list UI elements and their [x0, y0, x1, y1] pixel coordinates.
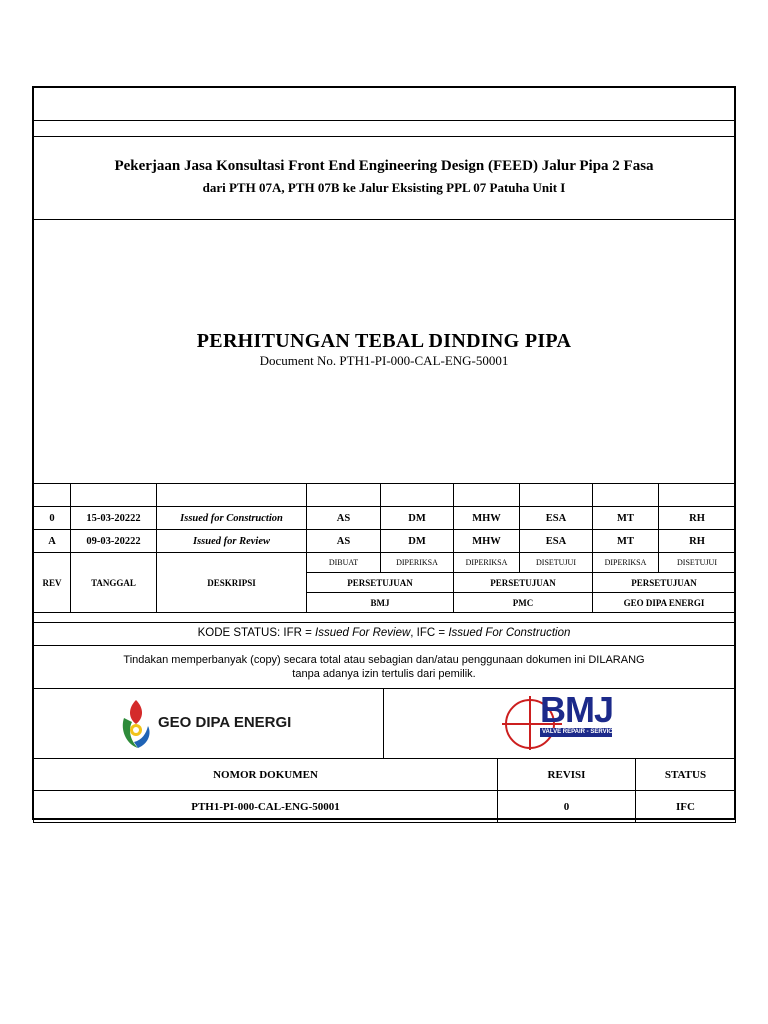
- role-label: DISETUJUI: [659, 553, 736, 573]
- document-title: PERHITUNGAN TEBAL DINDING PIPA: [196, 330, 572, 352]
- approval-party: PMC: [454, 593, 593, 613]
- footer-revision: 0: [498, 791, 636, 823]
- footer-header: STATUS: [636, 759, 736, 791]
- footer-header: REVISI: [498, 759, 636, 791]
- disetujui-cell: ESA: [520, 507, 593, 530]
- role-label: DIPERIKSA: [593, 553, 659, 573]
- revision-row: [34, 507, 736, 530]
- table-cell: [71, 484, 157, 507]
- approval-party: GEO DIPA ENERGI: [593, 593, 736, 613]
- approval-label: PERSETUJUAN: [307, 573, 454, 593]
- diperiksa-cell: DM: [381, 507, 454, 530]
- approval-label: PERSETUJUAN: [454, 573, 593, 593]
- copyright-notice-line-2: tanpa adanya izin tertulis dari pemilik.: [292, 668, 476, 680]
- rev-cell: A: [34, 530, 71, 553]
- table-cell: [520, 484, 593, 507]
- description-cell: Issued for Review: [157, 530, 307, 553]
- revision-row: [34, 530, 736, 553]
- status-code-ifc: Issued For Construction: [448, 627, 571, 639]
- table-cell: [454, 484, 520, 507]
- dibuat-cell: AS: [307, 507, 381, 530]
- section-divider: [33, 622, 735, 623]
- approval-label: PERSETUJUAN: [593, 573, 736, 593]
- deskripsi-header: DESKRIPSI: [157, 553, 307, 613]
- table-cell: [157, 484, 307, 507]
- geo-dipa-energi-emblem-icon: [118, 698, 154, 754]
- header-divider: [34, 219, 734, 220]
- table-cell: [659, 484, 736, 507]
- approval-party: BMJ: [307, 593, 454, 613]
- section-divider: [33, 645, 735, 646]
- rev-cell: 0: [34, 507, 71, 530]
- table-cell: [593, 484, 659, 507]
- geo-dipa-energi-logo: [118, 700, 338, 750]
- revision-table: [33, 483, 736, 613]
- table-cell: [307, 484, 381, 507]
- section-divider: [33, 688, 735, 689]
- role-label: DISETUJUI: [520, 553, 593, 573]
- diperiksa-cell: MHW: [454, 507, 520, 530]
- copyright-notice-line-1: Tindakan memperbanyak (copy) secara total atau sebagian dan/atau penggunaan dokumen ini DILARANG: [123, 654, 645, 666]
- footer-header: NOMOR DOKUMEN: [34, 759, 498, 791]
- footer-header-row: [34, 759, 736, 791]
- tanggal-header: TANGGAL: [71, 553, 157, 613]
- diperiksa-cell: MT: [593, 530, 659, 553]
- role-label: DIPERIKSA: [381, 553, 454, 573]
- header-divider: [34, 120, 734, 121]
- disetujui-cell: RH: [659, 530, 736, 553]
- table-cell: [381, 484, 454, 507]
- status-code-prefix: KODE STATUS: IFR =: [197, 627, 316, 639]
- bmj-tagline: VALVE REPAIR - SERVICE - SUPPLY: [542, 729, 646, 735]
- geo-dipa-energi-wordmark: GEO DIPA ENERGI: [158, 714, 292, 731]
- role-label: DIPERIKSA: [454, 553, 520, 573]
- disetujui-cell: RH: [659, 507, 736, 530]
- roles-row: [34, 553, 736, 573]
- document-number-table: [33, 758, 736, 823]
- rev-header: REV: [34, 553, 71, 613]
- revision-row-empty: [34, 484, 736, 507]
- status-code-legend: [0, 627, 768, 639]
- diperiksa-cell: DM: [381, 530, 454, 553]
- footer-value-row: [34, 791, 736, 823]
- project-title-line-2: dari PTH 07A, PTH 07B ke Jalur Eksisting PPL 07 Patuha Unit I: [202, 180, 566, 195]
- logo-divider: [383, 688, 384, 758]
- description-cell: Issued for Construction: [157, 507, 307, 530]
- footer-status: IFC: [636, 791, 736, 823]
- diperiksa-cell: MHW: [454, 530, 520, 553]
- header-divider: [34, 136, 734, 137]
- project-title-line-1: Pekerjaan Jasa Konsultasi Front End Engineering Design (FEED) Jalur Pipa 2 Fasa: [114, 158, 654, 174]
- status-code-mid: , IFC =: [410, 627, 449, 639]
- bmj-wordmark: BMJ: [540, 689, 614, 730]
- bmj-logo: [500, 689, 646, 752]
- document-number: Document No. PTH1-PI-000-CAL-ENG-50001: [259, 353, 509, 368]
- table-cell: [34, 484, 71, 507]
- date-cell: 15-03-20222: [71, 507, 157, 530]
- date-cell: 09-03-20222: [71, 530, 157, 553]
- disetujui-cell: ESA: [520, 530, 593, 553]
- status-code-ifr: Issued For Review: [315, 627, 411, 639]
- footer-document-number: PTH1-PI-000-CAL-ENG-50001: [34, 791, 498, 823]
- diperiksa-cell: MT: [593, 507, 659, 530]
- dibuat-cell: AS: [307, 530, 381, 553]
- role-label: DIBUAT: [307, 553, 381, 573]
